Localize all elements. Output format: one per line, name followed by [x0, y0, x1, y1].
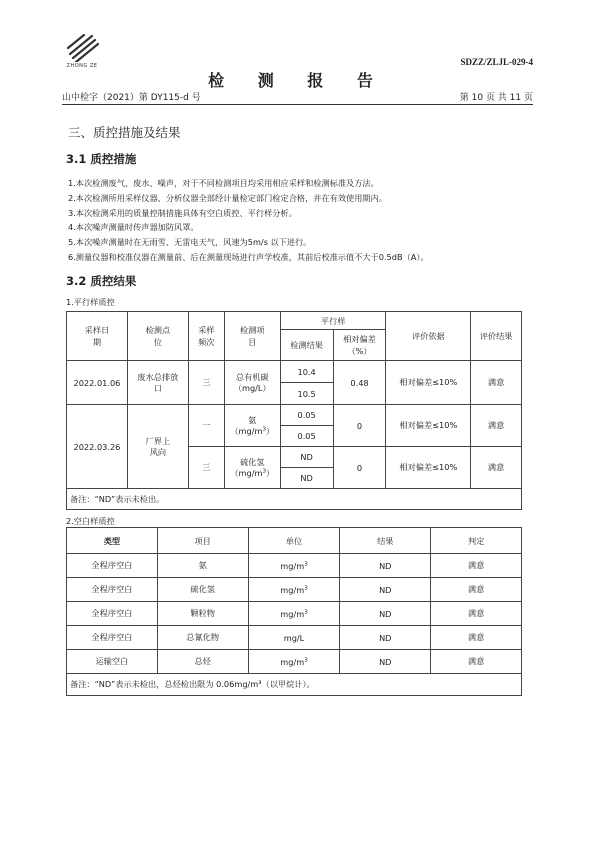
- logo-mark-icon: [62, 30, 102, 62]
- document-code: SDZZ/ZLJL-029-4: [460, 57, 533, 67]
- cell-unit: mg/L: [248, 626, 340, 650]
- cell-result: ND: [280, 468, 333, 489]
- cell-type: 全程序空白: [67, 602, 158, 626]
- col-header-basis: 评价依据: [386, 312, 471, 361]
- cell-basis: 相对偏差≤10%: [386, 361, 471, 405]
- blank-sample-table: [66, 527, 522, 696]
- cell-type: 全程序空白: [67, 578, 158, 602]
- measures-list: [68, 176, 538, 265]
- cell-item: 硫化氢: [157, 578, 248, 602]
- blank-table-label: 2.空白样质控: [66, 516, 115, 526]
- cell-deviation: 0: [333, 405, 386, 447]
- subsection-title-measures: 3.1 质控措施: [66, 152, 137, 166]
- cell-item: 氨: [157, 554, 248, 578]
- logo-text: ZHONG ZE: [66, 63, 98, 69]
- cell-basis: 相对偏差≤10%: [386, 447, 471, 489]
- cell-result: 0.05: [280, 405, 333, 426]
- parallel-sample-table: [66, 311, 522, 510]
- company-logo: [62, 30, 102, 72]
- table-row: [67, 578, 522, 602]
- col-header-item: 项目: [157, 528, 248, 554]
- col-header-item: 检测项目: [224, 312, 280, 361]
- cell-date: 2022.01.06: [67, 361, 128, 405]
- col-header-result: 检测结果: [280, 330, 333, 361]
- col-header-result: 结果: [340, 528, 431, 554]
- cell-result: ND: [340, 626, 431, 650]
- col-header-parallel-group: 平行样: [280, 312, 386, 330]
- cell-result: ND: [280, 447, 333, 468]
- report-header-line: [62, 90, 533, 103]
- cell-deviation: 0: [333, 447, 386, 489]
- col-header-type: 类型: [67, 528, 158, 554]
- col-header-date: 采样日期: [67, 312, 128, 361]
- cell-type: 运输空白: [67, 650, 158, 674]
- table-note: 备注：“ND”表示未检出。: [67, 489, 522, 510]
- page-info: 第 10 页 共 11 页: [459, 93, 533, 103]
- cell-point: 废水总排放口: [127, 361, 188, 405]
- table-row: [67, 361, 522, 383]
- col-header-judge: 判定: [431, 528, 522, 554]
- cell-item: 颗粒物: [157, 602, 248, 626]
- measure-item: 4.本次噪声测量时传声器加防风罩。: [68, 222, 199, 233]
- measure-item: 5.本次噪声测量时在无雨雪、无雷电天气，风速为5m/s 以下进行。: [68, 237, 312, 248]
- table-note-row: [67, 489, 522, 510]
- cell-result: 0.05: [280, 426, 333, 447]
- cell-unit: $mg/m^3$: [248, 578, 340, 602]
- table-row: [67, 626, 522, 650]
- cell-basis: 相对偏差≤10%: [386, 405, 471, 447]
- report-title: 检 测 报 告: [208, 71, 387, 90]
- cell-judge: 满意: [431, 578, 522, 602]
- cell-unit: $mg/m^3$: [248, 650, 340, 674]
- subsection-title-results: 3.2 质控结果: [66, 274, 137, 288]
- cell-result: 10.5: [280, 383, 333, 405]
- cell-judge: 满意: [431, 650, 522, 674]
- cell-frequency: 三: [188, 361, 224, 405]
- cell-frequency: 三: [188, 447, 224, 489]
- cell-result: ND: [340, 602, 431, 626]
- table-note: 备注：“ND”表示未检出，总烃检出限为 0.06mg/m³（以甲烷计）。: [67, 674, 522, 696]
- col-header-frequency: 采样频次: [188, 312, 224, 361]
- cell-deviation: 0.48: [333, 361, 386, 405]
- cell-result: 10.4: [280, 361, 333, 383]
- cell-result: ND: [340, 554, 431, 578]
- cell-conclusion: 满意: [471, 361, 522, 405]
- col-header-point: 检测点位: [127, 312, 188, 361]
- cell-item: 总烃: [157, 650, 248, 674]
- cell-unit: $mg/m^3$: [248, 602, 340, 626]
- table-row: [67, 554, 522, 578]
- cell-conclusion: 满意: [471, 447, 522, 489]
- cell-item: 氨 $(mg/m^3)$: [224, 405, 280, 447]
- table-note-row: [67, 674, 522, 696]
- header-divider: [62, 104, 533, 105]
- cell-type: 全程序空白: [67, 626, 158, 650]
- cell-point: 厂界上风向: [127, 405, 188, 489]
- cell-frequency: 一: [188, 405, 224, 447]
- measure-item: 1.本次检测废气、废水、噪声，对于不同检测项目均采用相应采样和检测标准及方法。: [68, 178, 379, 188]
- measure-item: 3.本次检测采用的质量控制措施具体有空白质控、平行样分析。: [68, 207, 297, 218]
- col-header-unit: 单位: [248, 528, 340, 554]
- cell-type: 全程序空白: [67, 554, 158, 578]
- cell-judge: 满意: [431, 626, 522, 650]
- cell-item: 总氰化物: [157, 626, 248, 650]
- report-number: 山中检字（2021）第 DY115-d 号: [62, 93, 201, 103]
- cell-judge: 满意: [431, 602, 522, 626]
- col-header-conclusion: 评价结果: [471, 312, 522, 361]
- cell-item: 硫化氢 $(mg/m^3)$: [224, 447, 280, 489]
- cell-judge: 满意: [431, 554, 522, 578]
- table-row: [67, 602, 522, 626]
- measure-item: 6.测量仪器和校准仪器在测量前、后在测量现场进行声学校准，其前后校准示值不大于0.5dB（A）。: [68, 251, 429, 262]
- cell-item: 总有机碳 （mg/L）: [224, 361, 280, 405]
- cell-result: ND: [340, 578, 431, 602]
- table-row: [67, 650, 522, 674]
- cell-date: 2022.03.26: [67, 405, 128, 489]
- cell-conclusion: 满意: [471, 405, 522, 447]
- col-header-deviation: 相对偏差（%）: [333, 330, 386, 361]
- cell-unit: $mg/m^3$: [248, 554, 340, 578]
- cell-result: ND: [340, 650, 431, 674]
- table-row: [67, 405, 522, 426]
- section-title: 三、质控措施及结果: [68, 125, 181, 140]
- parallel-table-label: 1.平行样质控: [66, 297, 115, 307]
- measure-item: 2.本次检测所用采样仪器、分析仪器全部经计量检定部门检定合格，并在有效使用期内。: [68, 192, 387, 203]
